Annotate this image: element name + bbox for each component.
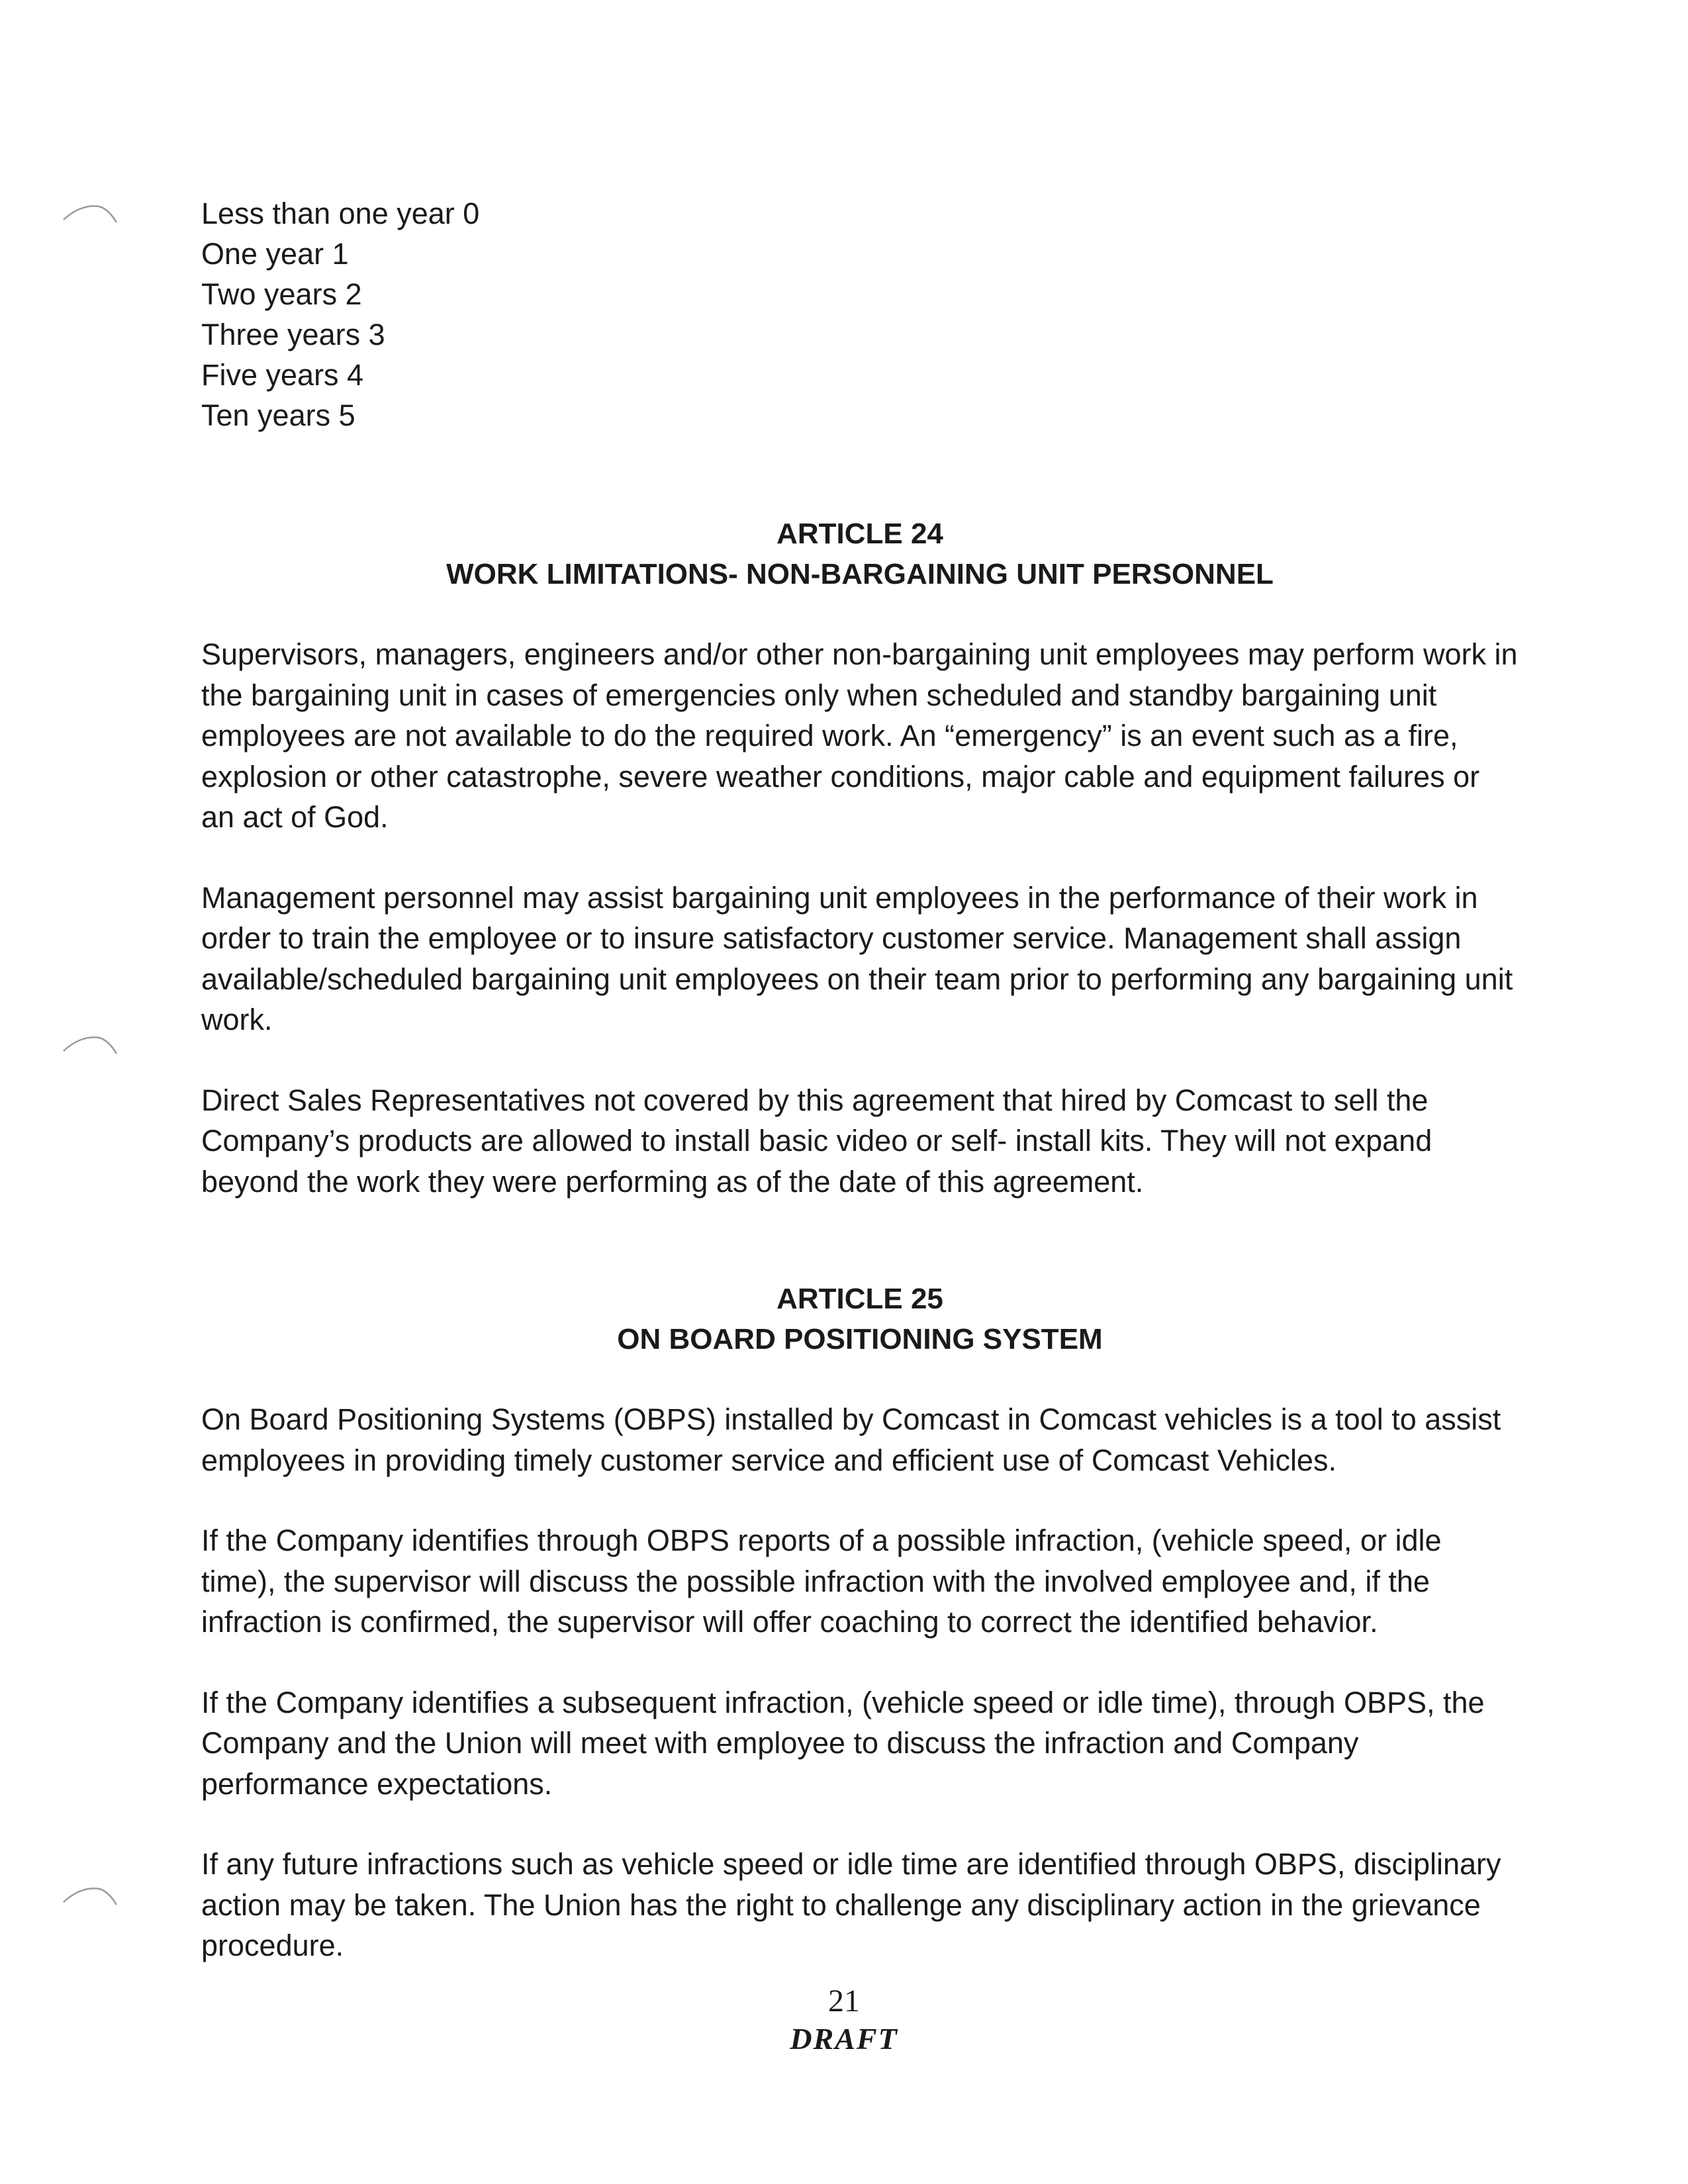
article-25-section: [201, 1279, 1519, 1966]
article-24-paragraph: Supervisors, managers, engineers and/or other non-bargaining unit employees may perform work in the bargaining unit in cases of emergencies only when scheduled and standby bargaining unit employees are not available to do the required work. An “emergency” is an event such as a fire, explosion or other catastrophe, severe weather conditions, major cable and equipment failures or an act of God.: [201, 637, 1518, 834]
scale-list-item: Three years 3: [201, 318, 385, 351]
scan-artifact-mark: [61, 1030, 120, 1056]
scan-artifact-mark: [61, 1881, 120, 1907]
article-25-title: ON BOARD POSITIONING SYSTEM: [617, 1323, 1103, 1355]
article-24-paragraph: Management personnel may assist bargaining unit employees in the performance of their work in order to train the employee or to insure satisfactory customer service. Management shall assign available/scheduled bargaining unit employees on their team prior to performing any bargaining unit work.: [201, 880, 1513, 1036]
article-24-section: [201, 514, 1519, 1202]
page-number: 21: [828, 1983, 860, 2019]
scale-list-item: Five years 4: [201, 358, 364, 392]
article-25-paragraph: If the Company identifies through OBPS reports of a possible infraction, (vehicle speed, or idle time), the supervisor will discuss the possible infraction with the involved employee and, if the infraction is confirmed, the supervisor will offer coaching to correct the identified behavior.: [201, 1524, 1442, 1639]
seniority-scale-list: [201, 193, 1519, 435]
article-24-title: WORK LIMITATIONS- NON-BARGAINING UNIT PERSONNEL: [446, 558, 1274, 590]
scan-artifact-mark: [61, 199, 120, 225]
scale-list-item: One year 1: [201, 237, 349, 271]
article-25-number: ARTICLE 25: [776, 1283, 943, 1315]
scale-list-item: Ten years 5: [201, 398, 355, 432]
scale-list-item: Two years 2: [201, 277, 362, 311]
document-body: [201, 193, 1519, 1996]
article-25-paragraph: If any future infractions such as vehicle speed or idle time are identified through OBPS, disciplinary action may be taken. The Union has the right to challenge any disciplinary action in the grievance procedure.: [201, 1847, 1501, 1962]
article-24-number: ARTICLE 24: [776, 518, 943, 550]
article-24-paragraph: Direct Sales Representatives not covered by this agreement that hired by Comcast to sell the Company’s products are allowed to install basic video or self- install kits. They will not expand beyond the work they were performing as of the date of this agreement.: [201, 1083, 1432, 1199]
article-25-paragraph: If the Company identifies a subsequent infraction, (vehicle speed or idle time), through OBPS, the Company and the Union will meet with employee to discuss the infraction and Company performance expectations.: [201, 1685, 1485, 1801]
scale-list-item: Less than one year 0: [201, 197, 480, 230]
draft-watermark: DRAFT: [790, 2022, 898, 2056]
article-25-paragraph: On Board Positioning Systems (OBPS) installed by Comcast in Comcast vehicles is a tool to assist employees in providing timely customer service and efficient use of Comcast Vehicles.: [201, 1402, 1501, 1477]
